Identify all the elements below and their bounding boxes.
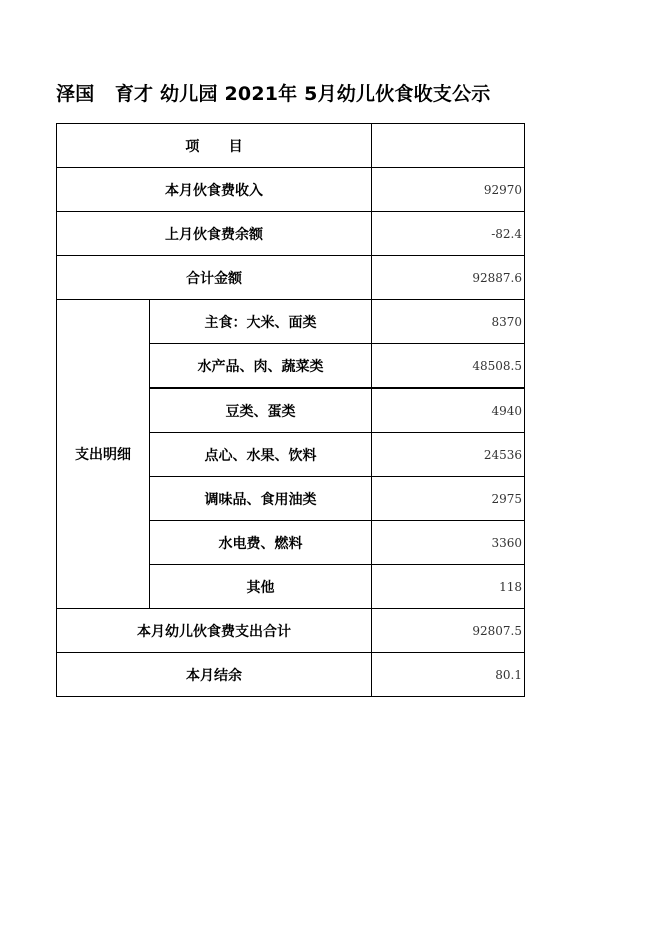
expense-value: 2975: [372, 477, 525, 521]
income-label: 本月伙食费收入: [57, 168, 372, 212]
table-row: [57, 168, 525, 212]
expense-label: 调味品、食用油类: [150, 477, 372, 521]
month-balance-label: 本月结余: [57, 653, 372, 697]
expense-value: 8370: [372, 300, 525, 344]
expense-group-label: 支出明细: [57, 300, 150, 609]
header-item-cell: 项 目: [57, 124, 372, 168]
income-value: 92970: [372, 168, 525, 212]
expense-value: 118: [372, 565, 525, 609]
last-balance-value: -82.4: [372, 212, 525, 256]
table-header-row: [57, 124, 525, 168]
expense-label: 主食：大米、面类: [150, 300, 372, 344]
last-balance-label: 上月伙食费余额: [57, 212, 372, 256]
finance-table: [56, 123, 525, 697]
table-row: [57, 300, 525, 344]
table-row: [57, 609, 525, 653]
expense-label: 点心、水果、饮料: [150, 433, 372, 477]
expense-value: 4940: [372, 388, 525, 433]
page-title: 泽国 育才 幼儿园 2021年 5月幼儿伙食收支公示: [56, 83, 491, 105]
total-label: 合计金额: [57, 256, 372, 300]
expense-label: 水电费、燃料: [150, 521, 372, 565]
expense-label: 其他: [150, 565, 372, 609]
table-row: [57, 256, 525, 300]
total-value: 92887.6: [372, 256, 525, 300]
expense-label: 豆类、蛋类: [150, 388, 372, 433]
expense-value: 48508.5: [372, 344, 525, 389]
expense-total-value: 92807.5: [372, 609, 525, 653]
month-balance-value: 80.1: [372, 653, 525, 697]
expense-value: 3360: [372, 521, 525, 565]
header-value-cell: [372, 124, 525, 168]
table-row: [57, 212, 525, 256]
table-row: [57, 653, 525, 697]
expense-total-label: 本月幼儿伙食费支出合计: [57, 609, 372, 653]
expense-label: 水产品、肉、蔬菜类: [150, 344, 372, 389]
expense-value: 24536: [372, 433, 525, 477]
